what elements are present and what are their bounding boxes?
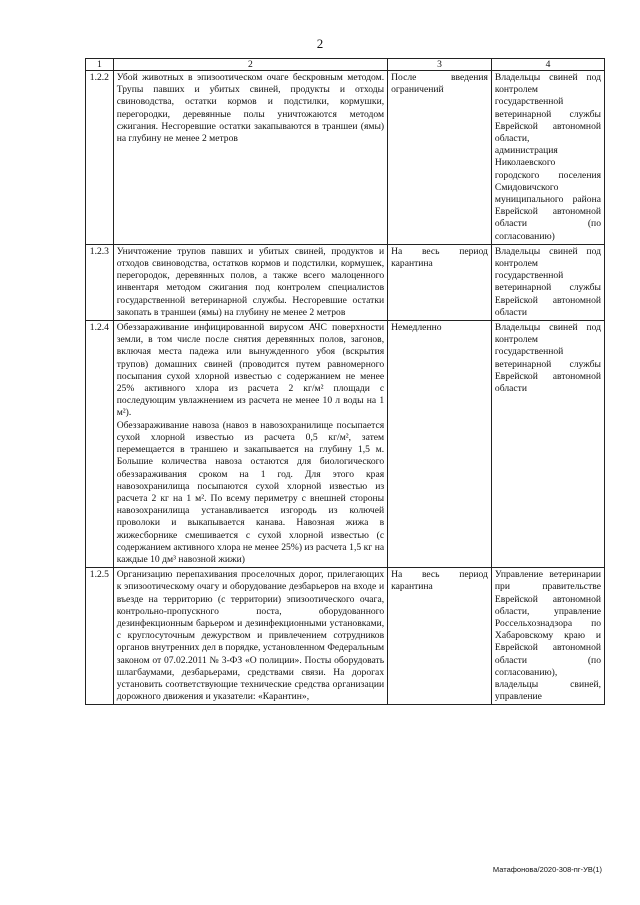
measure-paragraph: Убой животных в эпизоотическом очаге бескровным методом. Трупы павших и убитых свиней, продукты и отходы свиноводства, остатки кормов и подстилки, кормушки, перегородки, деревянные полы уничтожаются методом сжигания. Несгоревшие остатки закапываются в траншеи (ямы) на глубину не менее 2 метров <box>116 72 385 145</box>
header-col-2: 2 <box>113 59 387 71</box>
measure-term <box>388 244 492 320</box>
measure-paragraph: Обеззараживание инфицированной вирусом АЧС поверхности земли, в том числе после снятия деревянных полов, загонов, включая места падежа или вынужденного убоя (вскрытия трупов) домашних свиней (проводится путем равномерного посыпания сухой хлорной известью с содержанием не менее 25% активного хлора из расчета 2 кг/м² площади с последующим увлажнением из расчета не менее 10 л воды на 1 м²). <box>116 322 385 419</box>
measure-term <box>388 71 492 245</box>
term-text: После введения ограничений <box>391 72 488 96</box>
table-row <box>86 321 605 568</box>
document-footer-id: Матафонова/2020-308-пг-УВ(1) <box>492 865 602 874</box>
header-col-1: 1 <box>86 59 114 71</box>
measure-text <box>113 568 387 705</box>
term-text: На весь период карантина <box>391 245 488 270</box>
row-number: 1.2.4 <box>86 321 114 568</box>
measure-term <box>388 568 492 705</box>
row-number: 1.2.3 <box>86 244 114 320</box>
measure-responsible <box>491 244 604 320</box>
row-number: 1.2.5 <box>86 568 114 705</box>
responsible-text: Владельцы свиней под контролем государственной ветеринарной службы Еврейской автономной области <box>494 322 601 395</box>
measure-responsible <box>491 71 604 245</box>
measure-paragraph: Уничтожение трупов павших и убитых свиней, продуктов и отходов свиноводства, остатков кормов и подстилки, кормушек, перегородок, деревянных полов, а также всего малоценного инвентаря методом сжигания под контролем специалистов государственной ветеринарной службы. Несгоревшие остатки закопать в траншеи (ямы) на глубину не менее 2 метров <box>116 245 385 318</box>
responsible-text: администрация Николаевского городского поселения Смидовичского муниципального района Еврейской автономной области (по согласованию) <box>494 145 601 242</box>
measure-responsible <box>491 568 604 705</box>
header-col-4: 4 <box>491 59 604 71</box>
table-row <box>86 71 605 245</box>
measure-responsible <box>491 321 604 568</box>
term-text: Немедленно <box>391 322 442 334</box>
header-col-3: 3 <box>388 59 492 71</box>
responsible-text: Управление ветеринарии при правительстве Еврейской автономной области, управление Россельхознадзора по Хабаровскому краю и Еврейской автономной области (по согласованию), владельцы свиней, управление <box>494 569 601 703</box>
measure-term <box>388 321 492 568</box>
measures-table <box>85 58 605 705</box>
term-text: На весь период карантина <box>391 569 488 593</box>
page-number: 2 <box>316 36 324 51</box>
measure-text <box>113 321 387 568</box>
table-row <box>86 244 605 320</box>
table-row <box>86 568 605 705</box>
measure-paragraph: Обеззараживание навоза (навоз в навозохранилище посыпается сухой хлорной известью из расчета 0,5 кг/м², затем перемещается в траншею и закапывается на глубину 1,5 м. Большие количества навоза остаются для биологического обеззараживания сроком на 1 год. Для этого края навозохранилища посыпаются сухой хлорной известью из расчета 2 кг на 1 м². По всему периметру с внешней стороны навозохранилища устанавливается изгородь из колючей проволоки и выкапывается канава. Навозная жижа в жижесборнике смешивается с сухой хлорной известью (с содержанием активного хлора не менее 25%) из расчета 1,5 кг на каждые 10 дм³ навозной жижи) <box>116 419 385 565</box>
measure-text <box>113 244 387 320</box>
row-number: 1.2.2 <box>86 71 114 245</box>
measure-paragraph: Организацию перепахивания проселочных дорог, прилегающих к эпизоотическому очагу и оборудование дезбарьеров на входе и въезде на территорию (с территории) эпизоотического очага, контрольно-пропускного поста, оборудованного дезинфекционным барьером и дезинфекционными установками, с круглосуточным дежурством и привлечением сотрудников органов внутренних дел в порядке, установленном Федеральным законом от 07.02.2011 № 3-ФЗ «О полиции». Посты оборудовать шлагбаумами, дезбарьерами, средствами связи. На дорогах установить соответствующие технические средства организации дорожного движения и указатели: «Карантин», <box>116 569 385 703</box>
responsible-text: Владельцы свиней под контролем государственной ветеринарной службы Еврейской автономной области <box>494 245 601 318</box>
table-header-row <box>86 59 605 71</box>
responsible-text: Владельцы свиней под контролем государственной ветеринарной службы Еврейской автономной области, <box>494 72 601 145</box>
measure-text <box>113 71 387 245</box>
